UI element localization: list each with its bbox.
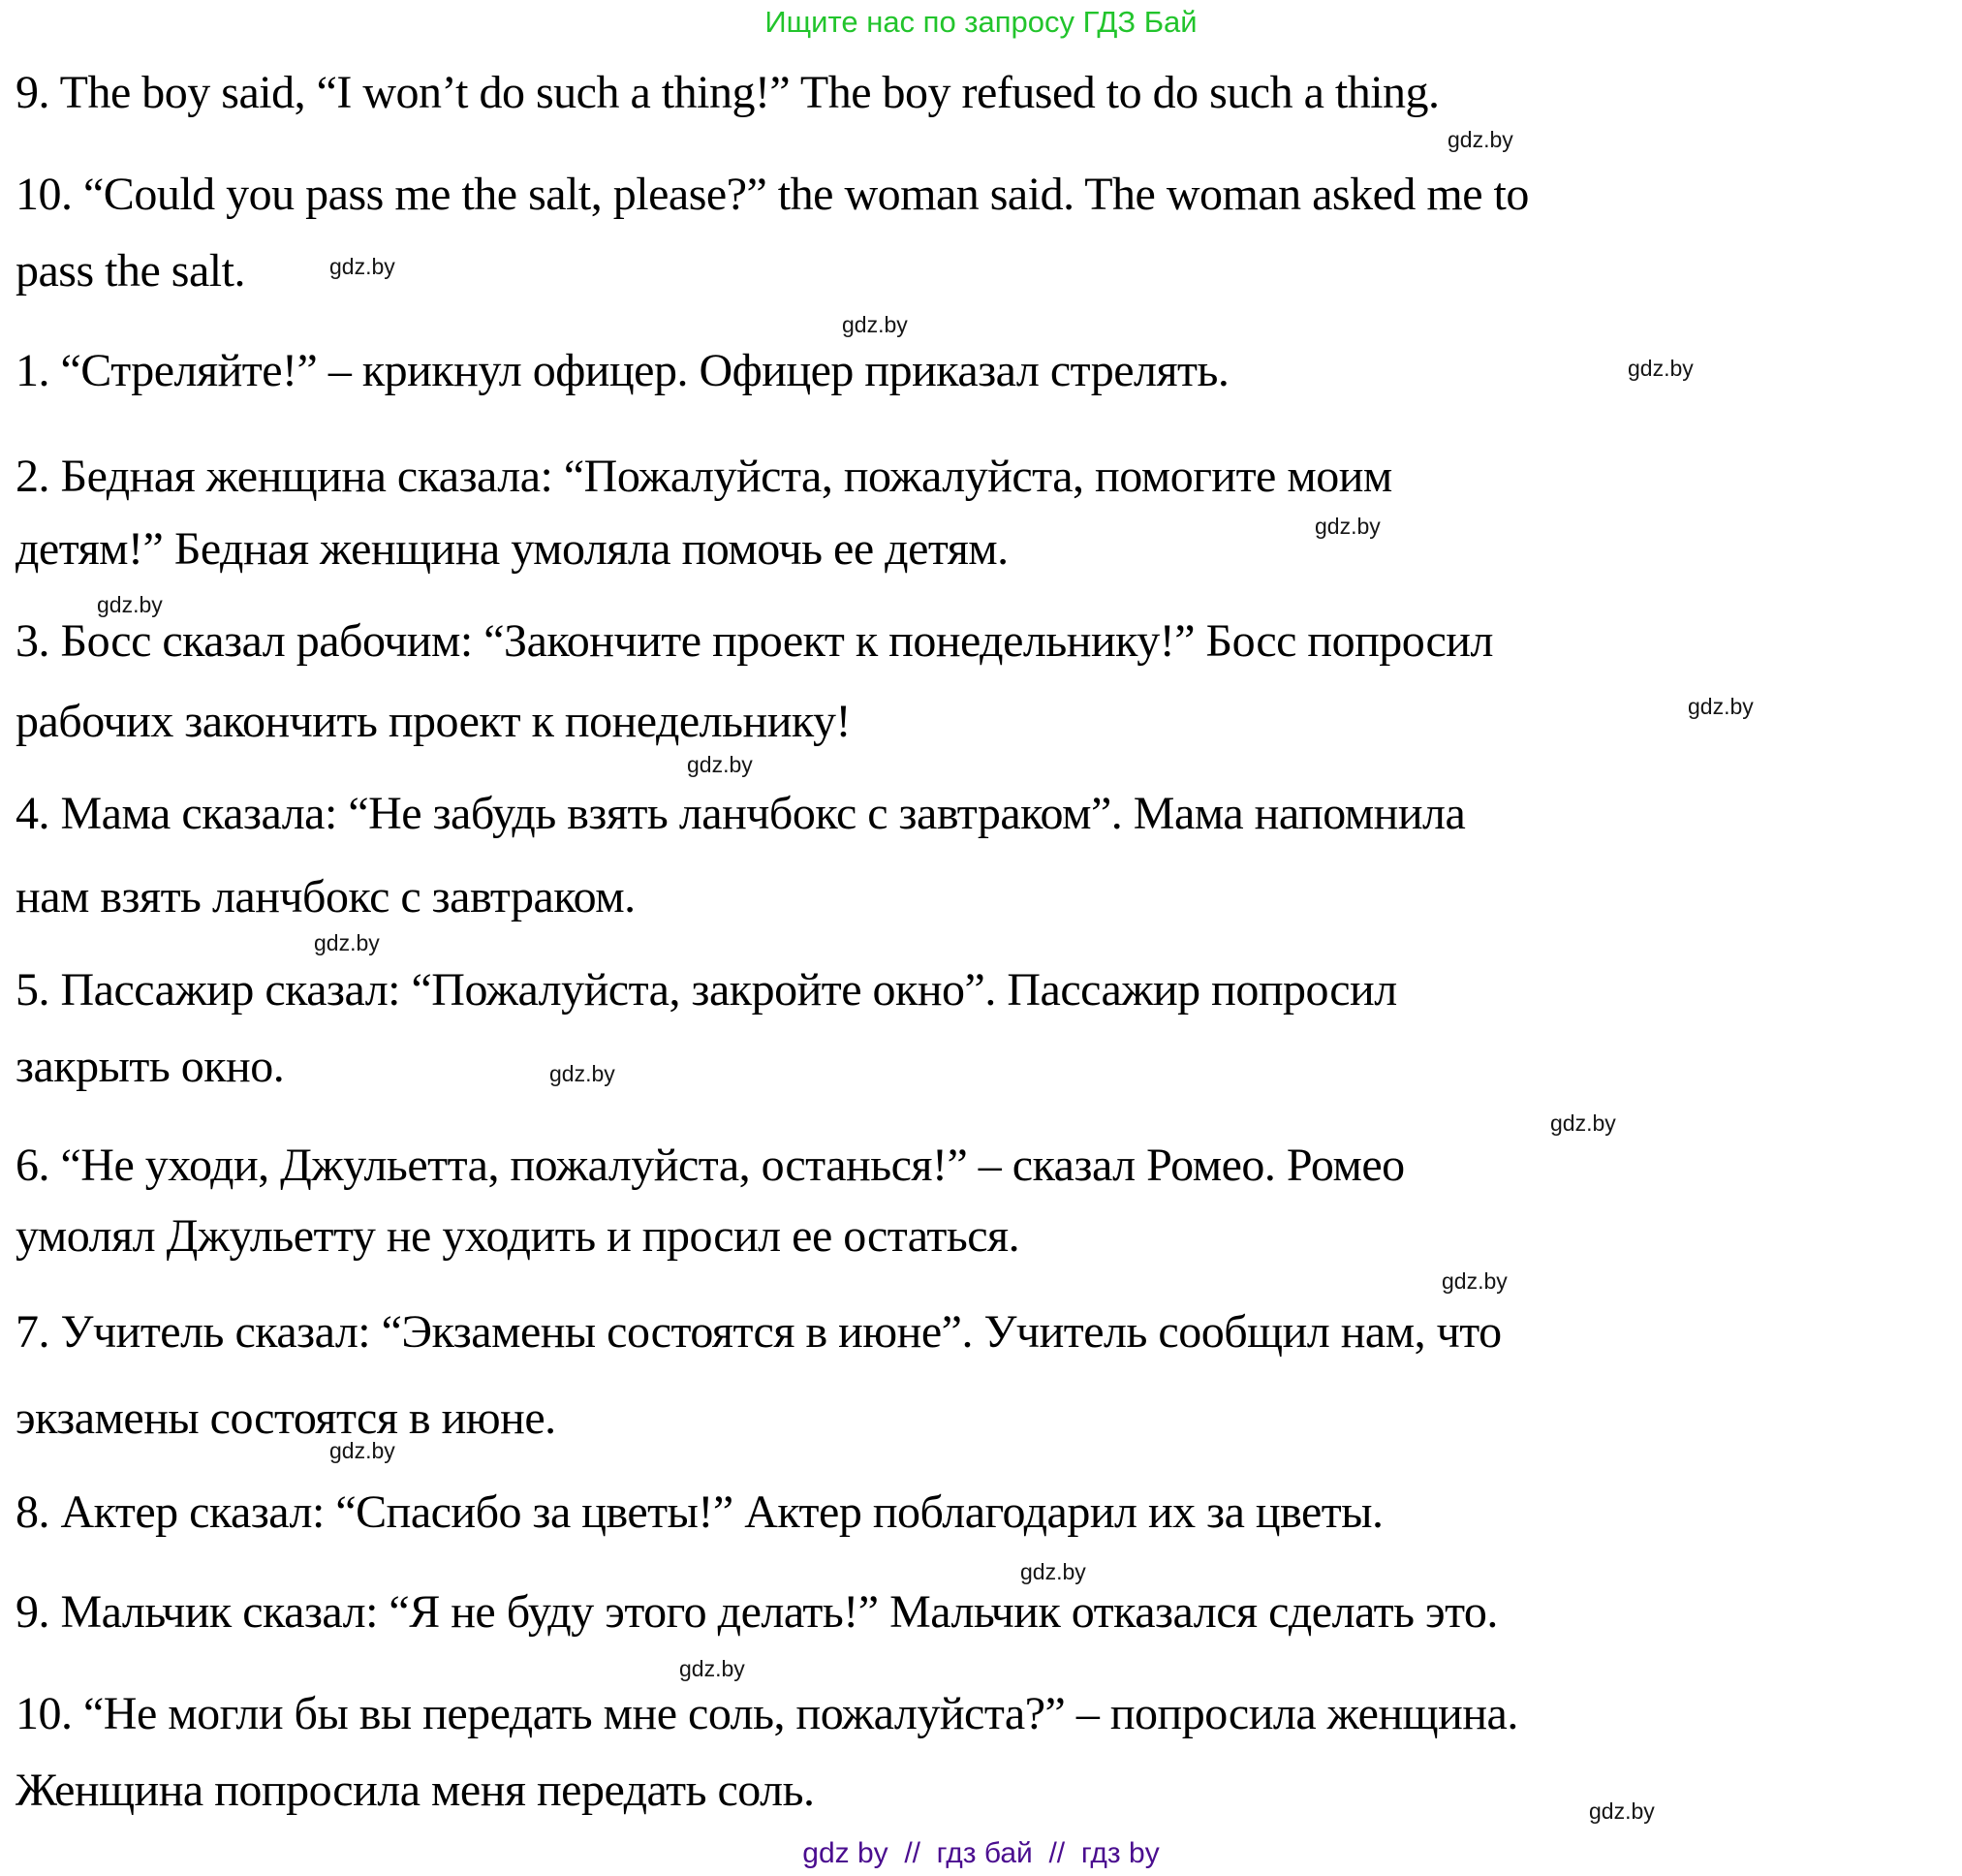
gdzby-watermark: gdz.by [549, 1061, 615, 1086]
answer-line-item-10-ru-1: 10. “Не могли бы вы передать мне соль, пожалуйста?” – попросила женщина. [16, 1688, 1518, 1739]
answer-line-item-9-en-1: 9. The boy said, “I won’t do such a thing!” The boy refused to do such a thing. [16, 67, 1440, 118]
answer-line-item-3-ru-2: рабочих закончить проект к понедельнику! [16, 696, 852, 747]
gdzby-watermark: gdz.by [329, 1438, 395, 1463]
answer-line-item-3-ru-1: 3. Босс сказал рабочим: “Закончите проект к понедельнику!” Босс попросил [16, 615, 1493, 667]
gdzby-watermark: gdz.by [687, 752, 753, 777]
gdzby-watermark: gdz.by [1589, 1798, 1655, 1824]
gdzby-watermark: gdz.by [679, 1656, 745, 1681]
gdzby-watermark: gdz.by [329, 254, 395, 279]
gdzby-watermark: gdz.by [1020, 1559, 1086, 1584]
answer-line-item-10-en-1: 10. “Could you pass me the salt, please?” the woman said. The woman asked me to [16, 169, 1529, 220]
gdzby-watermark: gdz.by [314, 930, 380, 955]
answer-line-item-8-ru-1: 8. Актер сказал: “Спасибо за цветы!” Актер поблагодарил их за цветы. [16, 1486, 1384, 1538]
answer-line-item-2-ru-1: 2. Бедная женщина сказала: “Пожалуйста, пожалуйста, помогите моим [16, 451, 1392, 502]
answer-line-item-2-ru-2: детям!” Бедная женщина умоляла помочь ее детям. [16, 523, 1009, 575]
gdzby-watermark: gdz.by [97, 592, 163, 617]
answer-line-item-6-ru-1: 6. “Не уходи, Джульетта, пожалуйста, останься!” – сказал Ромео. Ромео [16, 1140, 1405, 1191]
answer-line-item-4-ru-1: 4. Мама сказала: “Не забудь взять ланчбокс с завтраком”. Мама напомнила [16, 788, 1466, 839]
answer-line-item-1-ru-1: 1. “Стреляйте!” – крикнул офицер. Офицер приказал стрелять. [16, 345, 1230, 396]
gdzby-watermark: gdz.by [1550, 1110, 1616, 1136]
gdzby-watermark: gdz.by [1448, 127, 1513, 152]
gdzby-watermark: gdz.by [842, 312, 908, 337]
answer-line-item-10-ru-2: Женщина попросила меня передать соль. [16, 1765, 815, 1816]
answer-line-item-6-ru-2: умолял Джульетту не уходить и просил ее остаться. [16, 1210, 1020, 1262]
gdzby-watermark: gdz.by [1315, 514, 1381, 539]
answer-line-item-7-ru-2: экзамены состоятся в июне. [16, 1392, 556, 1444]
answer-line-item-10-en-2: pass the salt. [16, 245, 245, 297]
footer-site-links: gdz by // гдз бай // гдз by [802, 1837, 1160, 1869]
answer-line-item-9-ru-1: 9. Мальчик сказал: “Я не буду этого делать!” Мальчик отказался сделать это. [16, 1586, 1498, 1638]
answer-line-item-4-ru-2: нам взять ланчбокс с завтраком. [16, 871, 636, 922]
gdzby-watermark: gdz.by [1442, 1268, 1508, 1294]
answer-line-item-7-ru-1: 7. Учитель сказал: “Экзамены состоятся в июне”. Учитель сообщил нам, что [16, 1306, 1502, 1358]
promo-banner-text: Ищите нас по запросу ГДЗ Бай [764, 5, 1198, 39]
gdzby-watermark: gdz.by [1688, 694, 1754, 719]
gdzby-watermark: gdz.by [1628, 356, 1694, 381]
answer-line-item-5-ru-2: закрыть окно. [16, 1041, 285, 1092]
answer-line-item-5-ru-1: 5. Пассажир сказал: “Пожалуйста, закройте окно”. Пассажир попросил [16, 964, 1397, 1016]
